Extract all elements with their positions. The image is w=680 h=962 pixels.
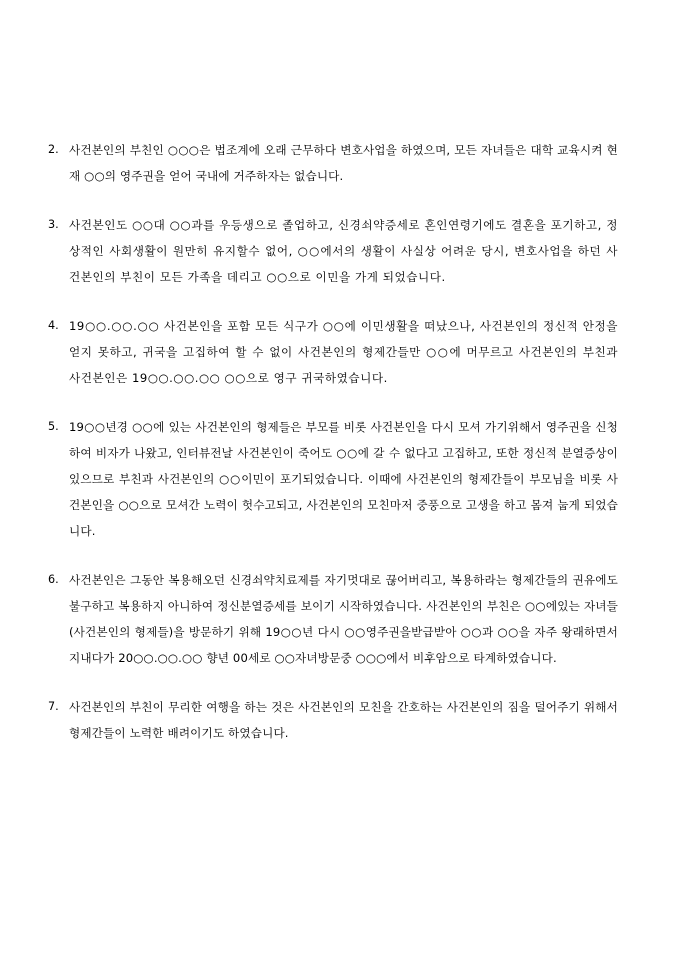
list-item [48,567,618,671]
list-item-text: 19○○.○○.○○ 사건본인을 포함 모든 식구가 ○○에 이민생활을 떠났으나, 사건본인의 정신적 안정을 얻지 못하고, 귀국을 고집하여 할 수 없이 사건본인의 형제간들만 ○○에 머무르고 사건본인의 부친과 사건본인은 19○○.○○.○○ ○○으로 영구 귀국하였습니다. [69,319,618,385]
list-item-text: 19○○년경 ○○에 있는 사건본인의 형제들은 부모를 비롯 사건본인을 다시 모셔 가기위해서 영주권을 신청하여 비자가 나왔고, 인터뷰전날 사건본인이 죽어도 ○○에 갈 수 없다고 고집하고, 또한 정신적 분열증상이 있으므로 부친과 사건본인의 ○○이민이 포기되었습니다. 이때에 사건본인의 형제간들이 부모님을 비롯 사건본인을 ○○으로 모셔간 노력이 헛수고되고, 사건본인의 모친마저 중풍으로 고생을 하고 몸져 눕게 되었습니다. [69,420,618,538]
list-item [48,212,618,290]
list-item-text: 사건본인도 ○○대 ○○과를 우등생으로 졸업하고, 신경쇠약증세로 혼인연령기에도 결혼을 포기하고, 정상적인 사회생활이 원만히 유지할수 없어, ○○에서의 생활이 사실상 어려운 당시, 변호사업을 하던 사건본인의 부친이 모든 가족을 데리고 ○○으로 이민을 가게 되었습니다. [69,218,618,284]
list-item-number: 5. [48,420,59,433]
list-item [48,694,618,746]
list-item-number: 7. [48,700,59,713]
list-item-number: 6. [48,573,59,586]
list-item [48,414,618,544]
document-body [48,137,618,746]
list-item [48,313,618,391]
list-item-text: 사건본인의 부친인 ○○○은 법조계에 오래 근무하다 변호사업을 하였으며, 모든 자녀들은 대학 교육시켜 현재 ○○의 영주권을 얻어 국내에 거주하자는 없습니다. [69,143,618,183]
list-item-text: 사건본인의 부친이 무리한 여행을 하는 것은 사건본인의 모친을 간호하는 사건본인의 짐을 덜어주기 위해서 형제간들이 노력한 배려이기도 하였습니다. [69,700,618,740]
list-item-number: 2. [48,143,59,156]
list-item-number: 4. [48,319,59,332]
list-item [48,137,618,189]
list-item-number: 3. [48,218,59,231]
list-item-text: 사건본인은 그동안 복용해오던 신경쇠약치료제를 자기멋대로 끊어버리고, 복용하라는 형제간들의 권유에도 불구하고 복용하지 아니하여 정신분열증세를 보이기 시작하였습니다. 사건본인의 부친은 ○○에있는 자녀들(사건본인의 형제들)을 방문하기 위해 19○○년 다시 ○○영주권을받급받아 ○○과 ○○을 자주 왕래하면서 지내다가 20○○.○○.○○ 향년 00세로 ○○자녀방문중 ○○○에서 비후암으로 타계하였습니다. [69,573,618,665]
